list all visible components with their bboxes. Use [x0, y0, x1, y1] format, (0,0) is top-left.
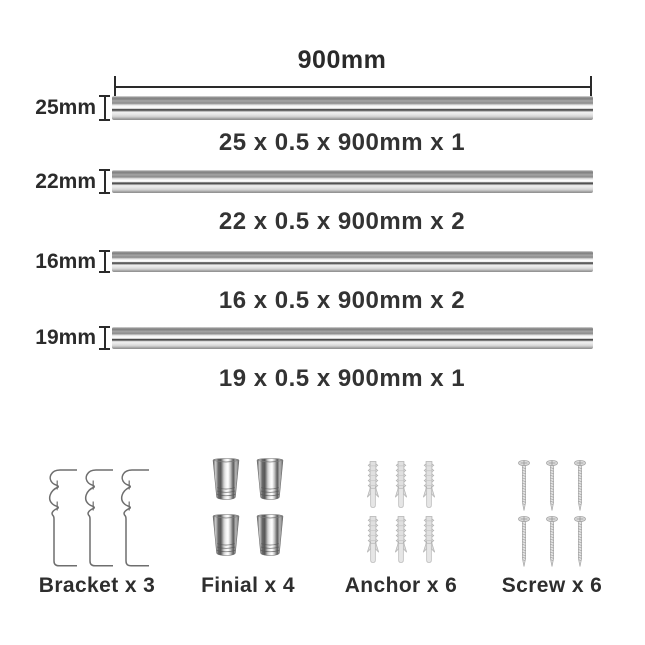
screw-icons	[518, 460, 586, 568]
curtain-rod-image	[112, 327, 593, 349]
screw-icon	[574, 516, 586, 568]
finial-icon	[254, 456, 286, 502]
screw-icon	[518, 460, 530, 512]
anchor-icon	[422, 515, 436, 564]
bracket-icon	[116, 466, 150, 570]
bracket-icon	[80, 466, 114, 570]
rod-spec-label: 16 x 0.5 x 900mm x 2	[218, 287, 466, 314]
hardware-label-bracket: Bracket x 3	[38, 574, 156, 597]
rod-spec-label: 22 x 0.5 x 900mm x 2	[218, 208, 466, 235]
screw-icon	[518, 516, 530, 568]
anchor-icons	[366, 460, 436, 564]
rod-diameter-label: 19mm	[35, 326, 96, 349]
hardware-group-bracket	[36, 466, 158, 598]
dimension-total-length: 900mm	[297, 46, 387, 74]
rod-spec-label: 25 x 0.5 x 900mm x 1	[218, 129, 466, 156]
rod-diameter-label: 16mm	[35, 250, 96, 273]
screw-icon	[546, 516, 558, 568]
dimension-line	[114, 86, 592, 88]
screw-icon	[574, 460, 586, 512]
diameter-bracket-icon	[99, 169, 110, 194]
rod-spec-label: 19 x 0.5 x 900mm x 1	[218, 365, 466, 392]
curtain-rod-image	[112, 96, 593, 120]
hardware-label-screw: Screw x 6	[501, 574, 603, 597]
dimension-tick-right	[590, 76, 592, 97]
anchor-icon	[366, 460, 380, 509]
rod-diameter-label: 22mm	[35, 170, 96, 193]
anchor-icon	[394, 515, 408, 564]
dimension-tick-left	[114, 76, 116, 97]
finial-icon	[210, 456, 242, 502]
diameter-bracket-icon	[99, 95, 110, 121]
diameter-bracket-icon	[99, 250, 110, 273]
diameter-bracket-icon	[99, 326, 110, 350]
hardware-label-anchor: Anchor x 6	[344, 574, 458, 597]
finial-icons	[210, 456, 286, 558]
hardware-group-screw	[496, 460, 608, 598]
curtain-rod-image	[112, 251, 593, 272]
finial-icon	[210, 512, 242, 558]
bracket-icon	[44, 466, 78, 570]
hardware-label-finial: Finial x 4	[201, 574, 295, 597]
hardware-group-anchor	[346, 460, 456, 598]
anchor-icon	[394, 460, 408, 509]
anchor-icon	[422, 460, 436, 509]
curtain-rod-image	[112, 170, 593, 193]
rod-diameter-label: 25mm	[35, 96, 96, 119]
anchor-icon	[366, 515, 380, 564]
screw-icon	[546, 460, 558, 512]
bracket-icons	[44, 466, 150, 570]
hardware-group-finial	[196, 456, 300, 598]
finial-icon	[254, 512, 286, 558]
